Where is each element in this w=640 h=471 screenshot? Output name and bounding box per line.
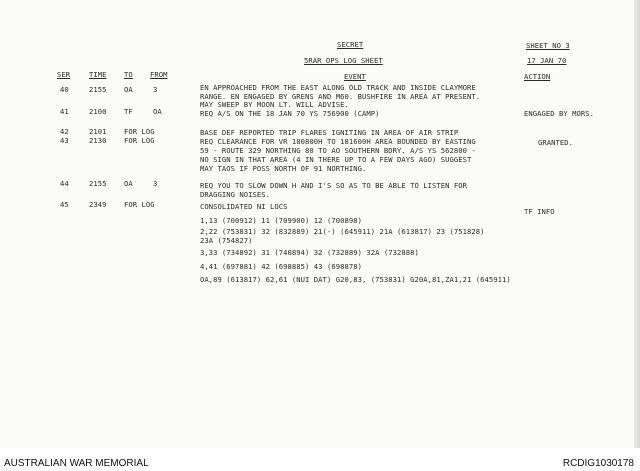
entry-time: 2349 bbox=[89, 200, 107, 209]
entry-event-line: CONSOLIDATED NI LOCS bbox=[200, 202, 288, 211]
loc-line: 1,13 (700912) 11 (709900) 12 (700898) bbox=[200, 216, 362, 225]
entry-ser: 40 bbox=[60, 85, 69, 94]
entry-action: TF INFO bbox=[524, 207, 555, 216]
archive-reference: RCDIG1030178 bbox=[562, 458, 634, 469]
loc-line: 3,33 (734892) 31 (740894) 32 (732889) 32A (732888) bbox=[200, 248, 419, 257]
entry-to: OA bbox=[124, 179, 133, 188]
entry-event-line: DRAGGING NOISES. bbox=[200, 190, 271, 199]
sheet-number: SHEET NO 3 bbox=[526, 41, 570, 50]
col-time: TIME bbox=[89, 70, 107, 79]
entry-ser: 41 bbox=[60, 107, 69, 116]
loc-line: OA,89 (613817) 62,61 (NUI DAT) G20,83, (753831) G20A,81,ZA1,21 (645911) bbox=[200, 275, 511, 284]
col-to: TO bbox=[124, 70, 133, 79]
entry-to: FOR LOG bbox=[124, 200, 155, 209]
entry-ser: 42 bbox=[60, 127, 69, 136]
entry-ser: 45 bbox=[60, 200, 69, 209]
entry-to: OA bbox=[124, 85, 133, 94]
entry-ser: 43 bbox=[60, 136, 69, 145]
page-edge-shadow bbox=[634, 0, 640, 448]
entry-ser: 44 bbox=[60, 179, 69, 188]
col-action: ACTION bbox=[524, 72, 551, 81]
entry-time: 2130 bbox=[89, 136, 107, 145]
entry-event-line: REQ A/S ON THE 18 JAN 70 YS 756900 (CAMP) bbox=[200, 109, 380, 118]
entry-event-line: MAY SWEEP BY MOON LT. WILL ADVISE. bbox=[200, 100, 349, 109]
entry-to: FOR LOG bbox=[124, 136, 155, 145]
col-from: FROM bbox=[150, 70, 168, 79]
entry-event-line: RANGE. EN ENGAGED BY GRENS AND M60. BUSHFIRE IN AREA AT PRESENT. bbox=[200, 92, 481, 101]
entry-to: FOR LOG bbox=[124, 127, 155, 136]
entry-action: ENGAGED BY MORS. bbox=[524, 109, 595, 118]
entry-event-line: REQ YOU TO SLOW DOWN H AND I'S SO AS TO BE ABLE TO LISTEN FOR bbox=[200, 181, 468, 190]
archive-name: AUSTRALIAN WAR MEMORIAL bbox=[4, 458, 149, 469]
loc-line: 23A (754827) bbox=[200, 236, 253, 245]
entry-event-line: MAY TAOS IF POSS NORTH OF 91 NORTHING. bbox=[200, 164, 367, 173]
loc-line: 4,41 (697881) 42 (698885) 43 (698878) bbox=[200, 262, 362, 271]
entry-time: 2101 bbox=[89, 127, 107, 136]
entry-time: 2155 bbox=[89, 85, 107, 94]
entry-time: 2155 bbox=[89, 179, 107, 188]
loc-line: 2,22 (753831) 32 (832889) 21(-) (645911) 21A (613817) 23 (751828) bbox=[200, 227, 485, 236]
entry-to: TF bbox=[124, 107, 133, 116]
entry-event-line: BASE DEF REPORTED TRIP FLARES IGNITING IN AREA OF AIR STRIP bbox=[200, 128, 459, 137]
entry-time: 2100 bbox=[89, 107, 107, 116]
entry-from: 3 bbox=[153, 179, 158, 188]
col-ser: SER bbox=[57, 70, 71, 79]
classification: SECRET bbox=[337, 40, 364, 49]
entry-from: OA bbox=[153, 107, 162, 116]
sheet-title: 5RAR OPS LOG SHEET bbox=[304, 56, 383, 65]
sheet-date: 17 JAN 70 bbox=[527, 56, 567, 65]
entry-event-line: NO SIGN IN THAT AREA (4 IN THERE UP TO A FEW DAYS AGO) SUGGEST bbox=[200, 155, 472, 164]
col-event: EVENT bbox=[344, 72, 366, 81]
entry-from: 3 bbox=[153, 85, 158, 94]
entry-event-line: 59 - ROUTE 329 NORTHING 80 TO AO SOUTHERN BDRY. A/S YS 562800 - bbox=[200, 146, 476, 155]
entry-event-line: EN APPROACHED FROM THE EAST ALONG OLD TRACK AND INSIDE CLAYMORE bbox=[200, 83, 476, 92]
entry-action: GRANTED. bbox=[538, 138, 574, 147]
entry-event-line: REQ CLEARANCE FOR VR 180800H TO 181600H AREA BOUNDED BY EASTING bbox=[200, 137, 476, 146]
